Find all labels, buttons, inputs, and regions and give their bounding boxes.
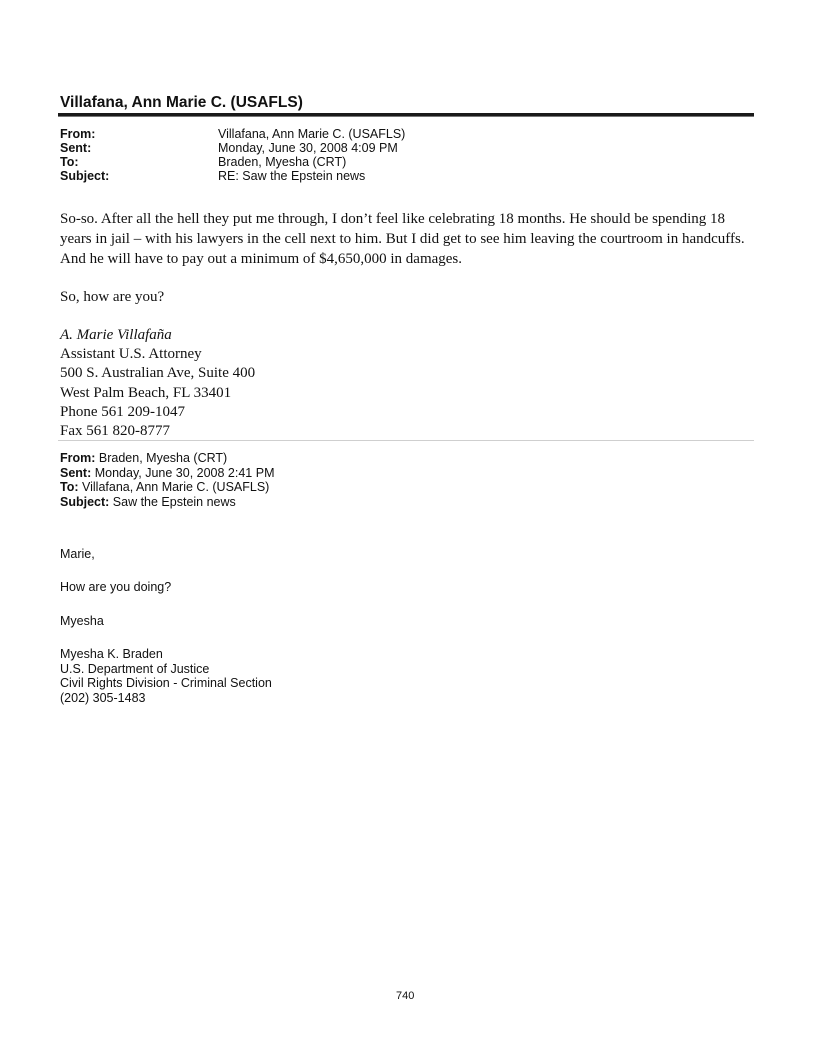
subject-label: Subject: <box>60 169 110 183</box>
quoted-signature-division: Civil Rights Division - Criminal Section <box>60 676 272 690</box>
signature-block <box>60 326 255 441</box>
quoted-signature-block <box>60 647 272 705</box>
signature-fax: Fax 561 820-8777 <box>60 423 170 440</box>
signature-name: A. Marie Villafaña <box>60 327 172 343</box>
quoted-to-line <box>60 480 274 495</box>
quoted-to-label: To: <box>60 480 79 494</box>
quoted-sent-label: Sent: <box>60 465 92 480</box>
quoted-sent-line <box>60 466 274 481</box>
message-divider <box>58 440 754 441</box>
quoted-signature-org: U.S. Department of Justice <box>60 661 210 676</box>
subject-value: RE: Saw the Epstein news <box>218 169 366 183</box>
to-value: Braden, Myesha (CRT) <box>218 155 347 169</box>
sent-label: Sent: <box>60 141 92 155</box>
quoted-from-label: From: <box>60 451 96 465</box>
quoted-sent-value: Monday, June 30, 2008 2:41 PM <box>94 465 275 480</box>
from-label: From: <box>60 127 96 141</box>
quoted-from-value: Braden, Myesha (CRT) <box>98 451 228 465</box>
email-header <box>60 127 518 183</box>
quoted-from-line <box>60 451 274 466</box>
signature-address-line2: West Palm Beach, FL 33401 <box>60 384 232 401</box>
message-question: So, how are you? <box>60 289 165 305</box>
quoted-question: How are you doing? <box>60 580 172 594</box>
title-rule <box>58 113 754 117</box>
quoted-greeting: Marie, <box>60 547 95 561</box>
quoted-subject-line <box>60 495 274 510</box>
message-body: So-so. After all the hell they put me through, I don’t feel like celebrating 18 months. He should be spending 18 years in jail – with his lawyers in the cell next to him. But I did get to see him leaving the courtroom in handcuffs. And he will have to pay out a minimum of $4,650,000 in damages. <box>60 211 745 267</box>
signature-address-line1: 500 S. Australian Ave, Suite 400 <box>60 365 256 382</box>
signature-title: Assistant U.S. Attorney <box>60 346 202 363</box>
page-number: 740 <box>396 990 415 1002</box>
quoted-to-value: Villafana, Ann Marie C. (USAFLS) <box>82 480 270 494</box>
from-value: Villafana, Ann Marie C. (USAFLS) <box>218 127 406 141</box>
quoted-email-header <box>60 451 274 509</box>
quoted-signoff: Myesha <box>60 614 104 628</box>
quoted-signature-name: Myesha K. Braden <box>60 647 163 661</box>
quoted-subject-value: Saw the Epstein news <box>112 494 236 509</box>
signature-phone: Phone 561 209-1047 <box>60 403 185 420</box>
quoted-subject-label: Subject: <box>60 494 110 509</box>
to-label: To: <box>60 155 79 169</box>
quoted-signature-phone: (202) 305-1483 <box>60 690 146 705</box>
document-title: Villafana, Ann Marie C. (USAFLS) <box>60 94 303 111</box>
sent-value: Monday, June 30, 2008 4:09 PM <box>218 141 398 155</box>
